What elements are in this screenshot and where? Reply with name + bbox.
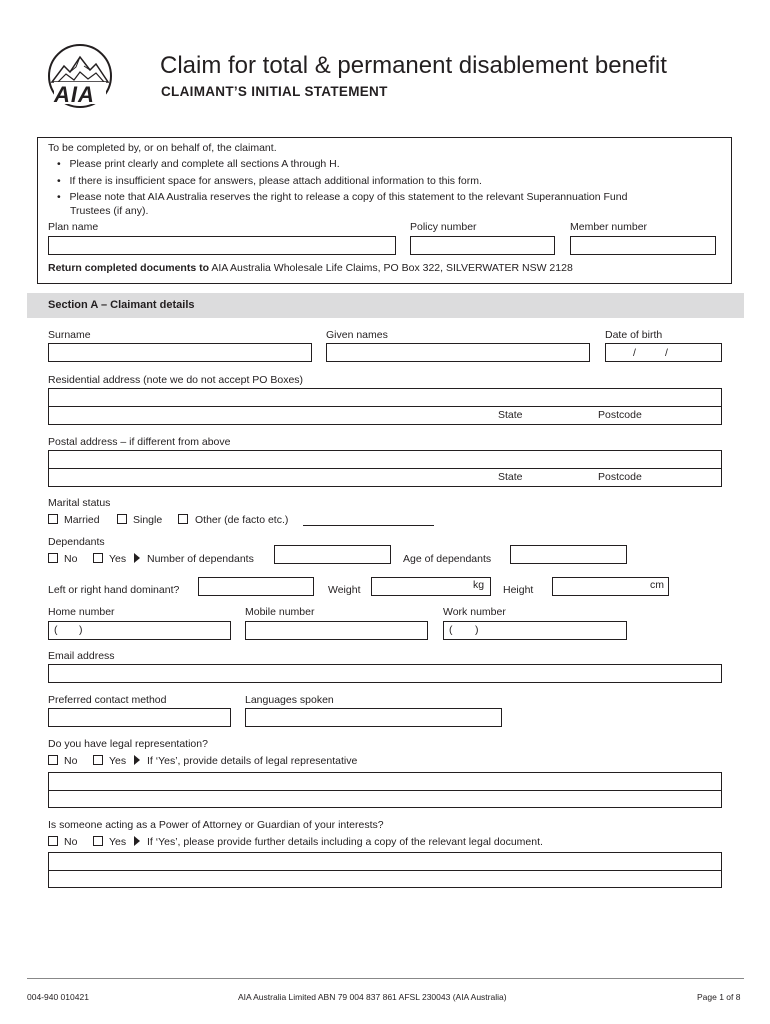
plan-name-field[interactable] [48,236,396,255]
return-address-text: AIA Australia Wholesale Life Claims, PO Box 322, SILVERWATER NSW 2128 [211,262,573,274]
work-number-label: Work number [443,606,506,618]
given-names-label: Given names [326,329,388,341]
section-a-title: Section A – Claimant details [48,299,195,311]
logo-text: AIA [54,82,95,107]
intro-bullet-2: • If there is insufficient space for answers, please attach additional information to this form. [57,175,482,187]
single-checkbox[interactable] [117,514,127,524]
num-dependants-label: Number of dependants [147,553,254,565]
home-number-label: Home number [48,606,115,618]
policy-number-field[interactable] [410,236,555,255]
policy-number-label: Policy number [410,221,477,233]
postcode-label: Postcode [598,409,642,421]
other-field[interactable] [303,525,434,526]
poa-yes-label: Yes [109,836,127,848]
legal-rep-detail-label: If ‘Yes’, provide details of legal representative [147,755,358,767]
poa-question: Is someone acting as a Power of Attorney or Guardian of your interests? [48,819,384,831]
num-dependants-field[interactable] [274,545,391,564]
postal-address-label: Postal address – if different from above [48,436,231,448]
preferred-contact-label: Preferred contact method [48,694,167,706]
footer-rule [27,978,744,979]
languages-field[interactable] [245,708,502,727]
hand-dominant-label: Left or right hand dominant? [48,584,180,596]
preferred-contact-field[interactable] [48,708,231,727]
field-divider [48,870,722,871]
height-label: Height [503,584,534,596]
work-number-field[interactable] [443,621,627,640]
mobile-number-label: Mobile number [245,606,315,618]
poa-yes-checkbox[interactable] [93,836,103,846]
other-label: Other (de facto etc.) [195,514,289,526]
married-checkbox[interactable] [48,514,58,524]
email-field[interactable] [48,664,722,683]
dependants-label: Dependants [48,536,105,548]
arrow-right-icon [134,553,140,563]
arrow-right-icon [134,836,140,846]
legal-rep-question: Do you have legal representation? [48,738,208,750]
marital-status-label: Marital status [48,497,111,509]
member-number-field[interactable] [570,236,716,255]
state-label: State [498,409,523,421]
dependants-no-checkbox[interactable] [48,553,58,563]
arrow-right-icon [134,755,140,765]
cm-unit: cm [650,579,664,591]
postcode-label: Postcode [598,471,642,483]
field-divider [48,790,722,791]
poa-no-label: No [64,836,78,848]
plan-name-label: Plan name [48,221,99,233]
dob-label: Date of birth [605,329,663,341]
weight-label: Weight [328,584,361,596]
languages-label: Languages spoken [245,694,334,706]
legal-rep-yes-checkbox[interactable] [93,755,103,765]
area-code-open: ( [54,624,58,636]
single-label: Single [133,514,163,526]
dependants-yes-label: Yes [109,553,127,565]
area-code-close: ) [475,624,479,636]
form-code: 004-940 010421 [27,992,89,1002]
page-title: Claim for total & permanent disablement benefit [160,52,667,79]
legal-rep-no-label: No [64,755,78,767]
dob-field[interactable] [605,343,722,362]
legal-rep-no-checkbox[interactable] [48,755,58,765]
page-number: Page 1 of 8 [697,992,741,1002]
home-number-field[interactable] [48,621,231,640]
intro-line: To be completed by, or on behalf of, the claimant. [48,142,277,154]
intro-bullet-1: • Please print clearly and complete all sections A through H. [57,158,340,170]
member-number-label: Member number [570,221,648,233]
married-label: Married [64,514,100,526]
return-label: Return completed documents to [48,262,210,274]
dob-separator: / [665,347,668,359]
dependants-no-label: No [64,553,78,565]
state-label: State [498,471,523,483]
email-label: Email address [48,650,115,662]
intro-bullet-3-cont: Trustees (if any). [70,205,149,217]
dependants-yes-checkbox[interactable] [93,553,103,563]
kg-unit: kg [473,579,485,591]
return-address [48,262,573,274]
poa-detail-label: If ‘Yes’, please provide further details including a copy of the relevant legal document. [147,836,543,848]
other-checkbox[interactable] [178,514,188,524]
field-divider [48,406,722,407]
poa-no-checkbox[interactable] [48,836,58,846]
age-dependants-label: Age of dependants [403,553,492,565]
dob-separator: / [633,347,636,359]
intro-bullet-3: • Please note that AIA Australia reserves the right to release a copy of this statement to the relevant Superannuation Fund [57,191,628,203]
hand-dominant-field[interactable] [198,577,314,596]
residential-address-label: Residential address (note we do not accept PO Boxes) [48,374,304,386]
page-subtitle: CLAIMANT’S INITIAL STATEMENT [161,84,388,99]
company-details: AIA Australia Limited ABN 79 004 837 861 AFSL 230043 (AIA Australia) [238,992,507,1002]
mobile-number-field[interactable] [245,621,428,640]
surname-label: Surname [48,329,91,341]
field-divider [48,468,722,469]
legal-rep-yes-label: Yes [109,755,127,767]
age-dependants-field[interactable] [510,545,627,564]
area-code-close: ) [79,624,83,636]
surname-field[interactable] [48,343,312,362]
area-code-open: ( [449,624,453,636]
given-names-field[interactable] [326,343,590,362]
